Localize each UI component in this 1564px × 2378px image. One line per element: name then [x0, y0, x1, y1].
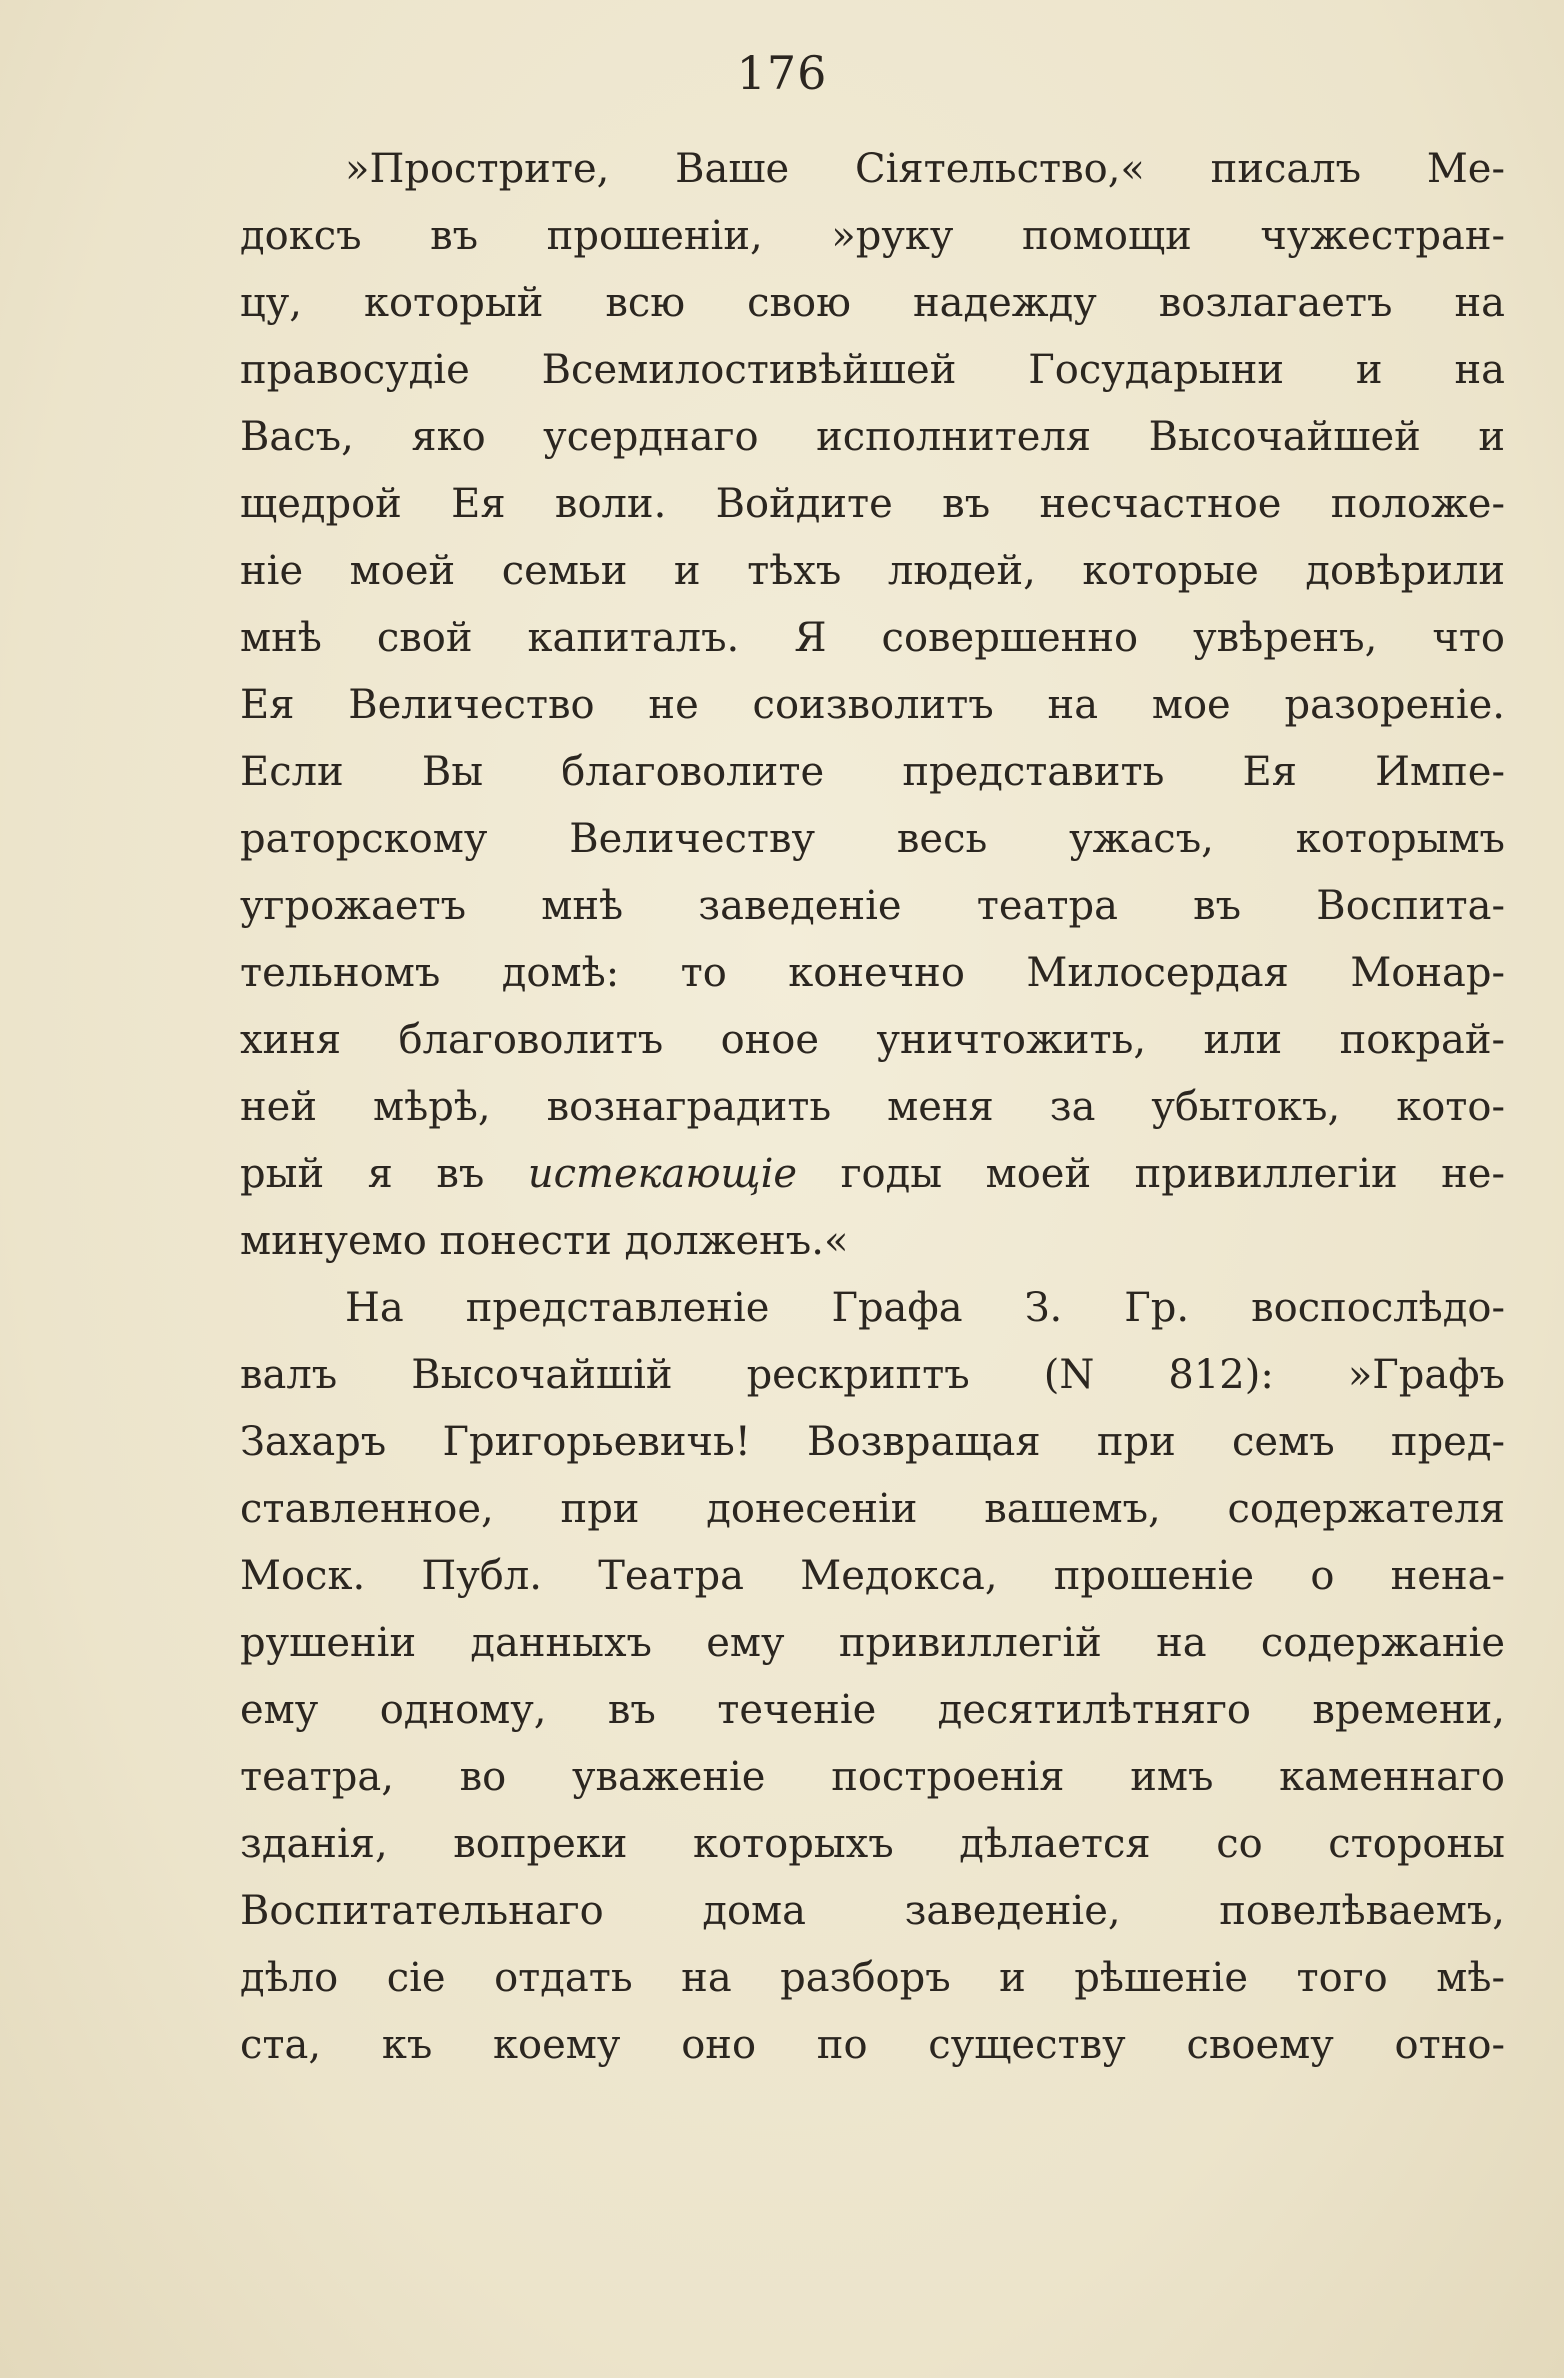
text-line: дѣло сіе отдать на разборъ и рѣшеніе того мѣ- — [240, 1955, 1505, 2001]
text-line: ніе моей семьи и тѣхъ людей, которые довѣрили — [240, 548, 1505, 594]
text-segment: годы моей привиллегіи не- — [797, 1151, 1505, 1197]
text-line: щедрой Ея воли. Войдите въ несчастное положе- — [240, 481, 1505, 527]
text-line: ста, къ коему оно по существу своему отно- — [240, 2022, 1505, 2068]
text-line: »Прострите, Ваше Сіятельство,« писалъ Ме- — [345, 146, 1505, 192]
text-line: рушеніи данныхъ ему привиллегій на содержаніе — [240, 1620, 1505, 1666]
text-line: тельномъ домѣ: то конечно Милосердая Монар- — [240, 950, 1505, 996]
text-line: раторскому Величеству весь ужасъ, которымъ — [240, 816, 1505, 862]
text-line: Ея Величество не соизволитъ на мое разореніе. — [240, 682, 1505, 728]
text-line — [240, 1141, 1505, 1208]
text-line: ставленное, при донесеніи вашемъ, содержателя — [240, 1486, 1505, 1532]
text-line: зданія, вопреки которыхъ дѣлается со стороны — [240, 1821, 1505, 1867]
text-line: театра, во уваженіе построенія имъ каменнаго — [240, 1754, 1505, 1800]
text-line: цу, который всю свою надежду возлагаетъ на — [240, 280, 1505, 326]
body-text — [240, 136, 1505, 2079]
text-line: хиня благоволитъ оное уничтожить, или покрай- — [240, 1017, 1505, 1063]
text-line: ней мѣрѣ, вознаградить меня за убытокъ, кото- — [240, 1084, 1505, 1130]
text-line: угрожаетъ мнѣ заведеніе театра въ Воспита- — [240, 883, 1505, 929]
text-line: минуемо понести долженъ.« — [240, 1218, 849, 1264]
text-line: Захаръ Григорьевичь! Возвращая при семъ пред- — [240, 1419, 1505, 1465]
text-line: Если Вы благоволите представить Ея Импе- — [240, 749, 1505, 795]
text-line: Моск. Публ. Театра Медокса, прошеніе о нена- — [240, 1553, 1505, 1599]
text-segment: рый я въ — [240, 1151, 528, 1197]
text-line: Васъ, яко усерднаго исполнителя Высочайшей и — [240, 414, 1505, 460]
text-line: валъ Высочайшій рескриптъ (N 812): »Графъ — [240, 1352, 1505, 1398]
text-line: мнѣ свой капиталъ. Я совершенно увѣренъ, что — [240, 615, 1505, 661]
text-line: правосудіе Всемилостивѣйшей Государыни и на — [240, 347, 1505, 393]
text-line: Воспитательнаго дома заведеніе, повелѣваемъ, — [240, 1888, 1505, 1934]
page-number: 176 — [736, 46, 828, 100]
text-line: На представленіе Графа З. Гр. воспослѣдо- — [345, 1285, 1505, 1331]
text-line: доксъ въ прошеніи, »руку помощи чужестран- — [240, 213, 1505, 259]
text-line: ему одному, въ теченіе десятилѣтняго времени, — [240, 1687, 1505, 1733]
italic-word: истекающіе — [527, 1151, 798, 1197]
